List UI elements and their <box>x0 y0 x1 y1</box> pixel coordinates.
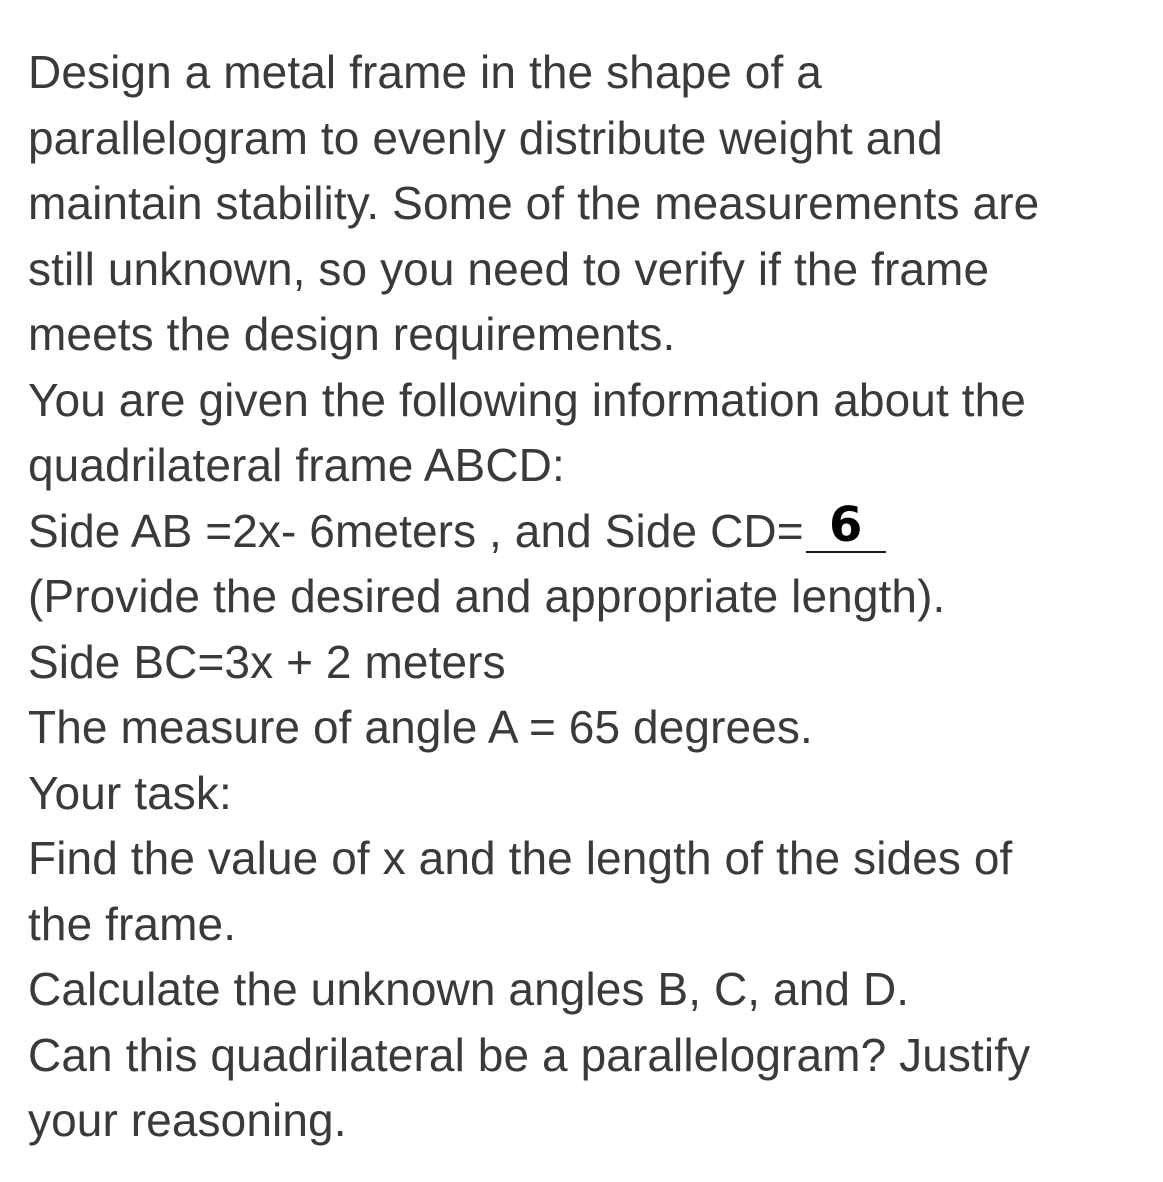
cd-answer-value: 6 <box>828 496 863 553</box>
side-lengths-line <box>28 496 1158 565</box>
problem-text <box>28 40 1158 1154</box>
text-line: the frame. <box>28 897 237 950</box>
text-line: Calculate the unknown angles B, C, and D. <box>28 963 910 1015</box>
text-line: Design a metal frame in the shape of a <box>28 46 822 98</box>
text-line: meets the design requirements. <box>28 308 676 360</box>
text-line: quadrilateral frame ABCD: <box>28 439 565 491</box>
text-line: Your task: <box>28 766 232 819</box>
text-line: You are given the following information about the <box>28 373 1026 426</box>
cd-answer-blank[interactable] <box>806 496 886 553</box>
text-line: parallelogram to evenly distribute weight and <box>28 111 943 164</box>
text-line: The measure of angle A = 65 degrees. <box>28 701 813 753</box>
text-line: Side BC=3x + 2 meters <box>28 635 506 688</box>
text-line: still unknown, so you need to verify if the frame <box>28 242 990 295</box>
text-line: Can this quadrilateral be a parallelogram? Justify <box>28 1028 1031 1081</box>
text-line: Find the value of x and the length of the sides of <box>28 832 1013 884</box>
text-line: your reasoning. <box>28 1094 347 1146</box>
text-line: maintain stability. Some of the measurements are <box>28 177 1040 229</box>
side-ab-cd-text: Side AB =2x- 6meters , and Side CD= <box>28 504 804 557</box>
text-line: (Provide the desired and appropriate length). <box>28 570 946 622</box>
